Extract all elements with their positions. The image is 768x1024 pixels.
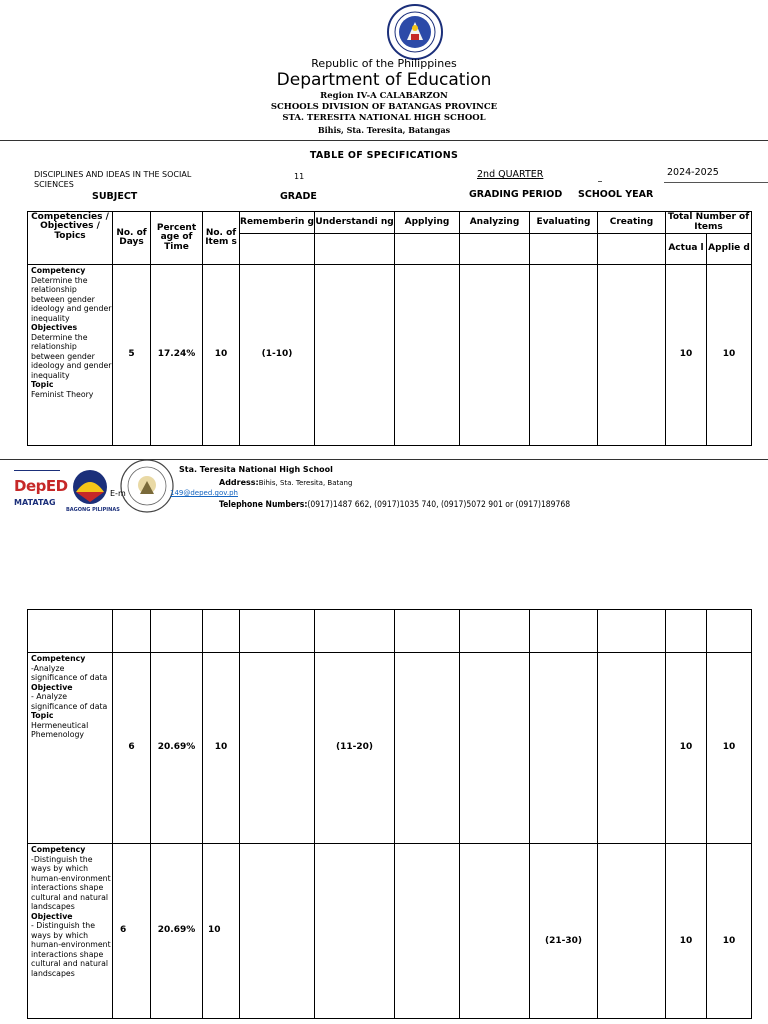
days-cell: 6 [113,844,151,1019]
percent-cell: 20.69% [151,844,203,1019]
grading-period-label: GRADING PERIOD [469,189,563,200]
table-row [28,610,752,653]
header-total-items: Total Number of Items [666,212,752,234]
competency-cell: Competency -Analyze significance of data Objective - Analyze significance of data Topic Hermeneutical Phemenology [28,653,113,844]
applied-cell: 10 [707,653,752,844]
applied-cell: 10 [707,265,752,446]
days-cell: 6 [113,653,151,844]
table-row [28,653,752,844]
subject-label: SUBJECT [92,191,138,202]
subject-value: DISCIPLINES AND IDEAS IN THE SOCIAL SCIENCES [34,170,192,189]
applied-cell: 10 [707,844,752,1019]
items-cell: 10 [203,653,240,844]
header-applying: Applying [395,212,460,234]
school-line: STA. TERESITA NATIONAL HIGH SCHOOL [282,113,486,123]
footer-email-link[interactable]: 149@deped.gov.ph [170,489,238,497]
header-days: No. of Days [113,212,151,265]
footer-address: Address:Bihis, Sta. Teresita, Batang [219,478,353,487]
understanding-cell: (11-20) [315,653,395,844]
days-cell: 5 [113,265,151,446]
school-year-label: SCHOOL YEAR [578,189,654,200]
grade-label: GRADE [280,191,317,202]
actual-cell: 10 [666,653,707,844]
evaluating-cell: (21-30) [530,844,598,1019]
period-value: 2nd QUARTER [477,169,544,180]
competency-cell: Competency -Distinguish the ways by which human-environment interactions shape cultural and natural landscapes Objective - Distinguish the ways by which human-environment interactions shape cultural and natural landscapes [28,844,113,1019]
items-cell: 10 [203,844,240,1019]
competency-cell: Competency Determine the relationship between gender ideology and gender inequality Objectives Determine the relationship between gender ideology and gender inequality Topic Feminist Theory [28,265,113,446]
header-applied: Applie d [707,234,752,265]
tos-table-page2 [27,609,752,1019]
footer-email-label: E-m [110,489,126,498]
matatag-logo: MATATAG [14,498,56,507]
percent-cell: 20.69% [151,653,203,844]
footer-school-name: Sta. Teresita National High School [179,465,333,474]
header-evaluating: Evaluating [530,212,598,234]
region-line: Region IV-A CALABARZON [320,91,448,101]
table-row [28,265,752,446]
actual-cell: 10 [666,844,707,1019]
footer-divider [0,459,768,460]
year-underline [664,182,768,183]
header-creating: Creating [598,212,666,234]
items-cell: 10 [203,265,240,446]
table-row [28,844,752,1019]
bagong-pilipinas-text: BAGONG PILIPINAS [66,507,120,513]
header-competencies: Competencies / Objectives / Topics [28,212,113,265]
header-analyzing: Analyzing [460,212,530,234]
grade-value: 11 [294,172,305,181]
header-understanding: Understandi ng [315,212,395,234]
document-title: TABLE OF SPECIFICATIONS [309,150,459,161]
department-title: Department of Education [276,70,492,90]
header-actual: Actua l [666,234,707,265]
school-seal-logo [120,459,174,513]
tos-table-page1 [27,211,752,446]
address-line: Bihis, Sta. Teresita, Batangas [317,125,451,135]
remembering-cell: (1-10) [240,265,315,446]
header-divider [0,140,768,141]
deped-seal-logo [387,4,443,60]
header-percent: Percent age of Time [151,212,203,265]
division-line: SCHOOLS DIVISION OF BATANGAS PROVINCE [270,102,498,112]
header-remembering: Rememberin g [240,212,315,234]
dash-mark [598,181,602,182]
header-items: No. of Item s [203,212,240,265]
republic-line: Republic of the Philippines [311,57,457,70]
deped-wordmark-logo: DepED [14,477,68,495]
percent-cell: 17.24% [151,265,203,446]
footer-telephone: Telephone Numbers:(0917)1487 662, (0917)1035 740, (0917)5072 901 or (0917)189768 [219,500,571,510]
bagong-pilipinas-logo [70,468,110,506]
deped-logo-rule [14,470,60,471]
year-value: 2024-2025 [667,167,719,178]
actual-cell: 10 [666,265,707,446]
